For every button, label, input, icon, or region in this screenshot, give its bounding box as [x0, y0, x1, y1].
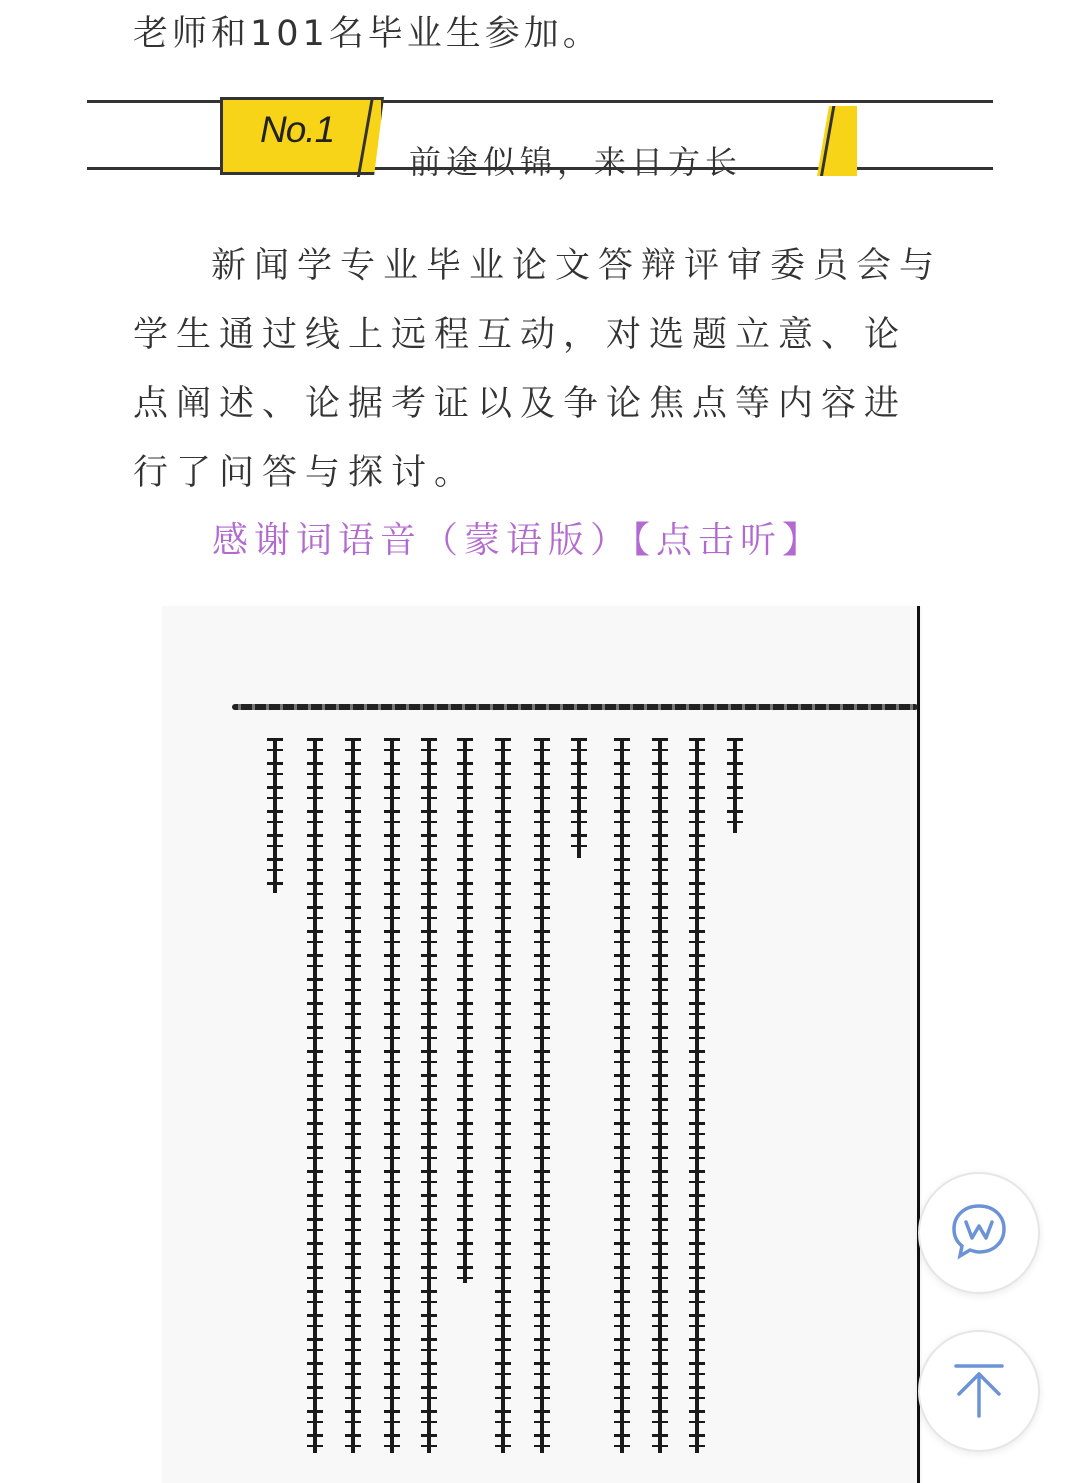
script-column [460, 738, 470, 1283]
audio-link[interactable]: 感谢词语音（蒙语版）【点击听】 [212, 520, 825, 561]
script-column [387, 738, 397, 1453]
mongolian-document-image [162, 606, 922, 1483]
chat-button[interactable] [918, 1172, 1040, 1294]
intro-text: 老师和101名毕业生参加。 [133, 14, 602, 54]
image-border-line [917, 606, 920, 1483]
script-column [498, 738, 508, 1453]
script-column [348, 738, 358, 1453]
script-column [424, 738, 434, 1453]
image-header-rule [232, 704, 918, 710]
body-paragraph: 新闻学专业毕业论文答辩评审委员会与学生通过线上远程互动，对选题立意、论点阐述、论据考证以及争论焦点等内容进行了问答与探讨。 [133, 246, 943, 493]
back-to-top-button[interactable] [918, 1330, 1040, 1452]
script-column [270, 738, 280, 893]
script-column [310, 738, 320, 1453]
script-column [617, 738, 627, 1453]
script-column [692, 738, 702, 1453]
script-column [537, 738, 547, 1453]
section-title: 前途似锦，来日方长 [409, 143, 743, 181]
script-column [730, 738, 740, 833]
section-number-label: No.1 [260, 109, 335, 150]
back-to-top-icon [948, 1358, 1010, 1424]
section-header [87, 97, 993, 181]
script-column [655, 738, 665, 1453]
script-column [574, 738, 584, 858]
chat-w-icon [948, 1200, 1010, 1266]
